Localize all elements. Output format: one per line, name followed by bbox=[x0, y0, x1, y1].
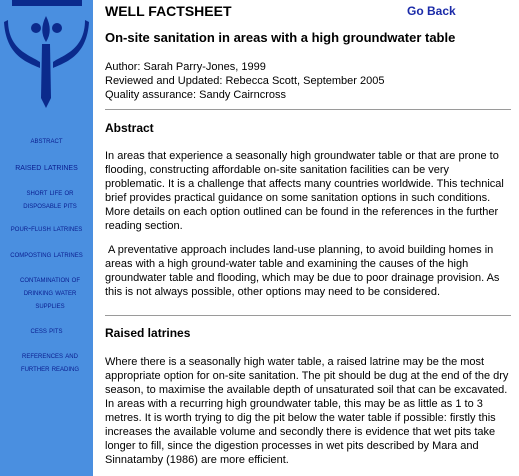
abstract-paragraph-1: In areas that experience a seasonally high groundwater table or that are prone to flooding, constructing affordable on-site sanitation facilities can be very problematic. It is a challenge that affects many countries worldwide. This technical brief provides practical guidance on some sanitation options in such conditions. More details on each option outlined can be found in the references in the further reading section. bbox=[105, 150, 504, 232]
sidebar-item-abstract[interactable]: abstract bbox=[30, 136, 63, 145]
author-line: Author: Sarah Parry-Jones, 1999 bbox=[105, 61, 266, 73]
main-content bbox=[93, 0, 519, 476]
sidebar-item-cess-pits[interactable]: cess pits bbox=[30, 326, 63, 335]
raised-latrines-heading: Raised latrines bbox=[105, 326, 191, 340]
sidebar-item-references[interactable]: references and further reading bbox=[20, 351, 80, 373]
header bbox=[105, 3, 505, 21]
document-title: On-site sanitation in areas with a high groundwater table bbox=[105, 30, 456, 45]
document-meta bbox=[105, 60, 384, 102]
sidebar-item-composting[interactable]: composting latrines bbox=[10, 249, 83, 259]
sidebar-item-contamination[interactable]: contamination of drinking water supplies bbox=[20, 275, 80, 310]
sidebar bbox=[0, 0, 93, 476]
well-logo-icon[interactable] bbox=[0, 0, 93, 110]
qa-line: Quality assurance: Sandy Cairncross bbox=[105, 89, 286, 101]
sidebar-nav bbox=[0, 134, 93, 385]
sidebar-item-short-life-pits[interactable]: short life or disposable pits bbox=[23, 188, 77, 210]
sidebar-item-raised-latrines[interactable]: raised latrines bbox=[15, 162, 78, 173]
reviewed-line: Reviewed and Updated: Rebecca Scott, September 2005 bbox=[105, 75, 385, 87]
abstract-heading: Abstract bbox=[105, 121, 154, 135]
sidebar-item-pour-flush[interactable]: pour-flush latrines bbox=[10, 223, 83, 233]
raised-latrines-paragraph: Where there is a seasonally high water table, a raised latrine may be the most appropriate option for on-site sanitation. The pit should be dug at the end of the dry season, to maximise the available depth of unsaturated soil that can be excavated. In areas with a recurring high groundwater table, this may be as little as 1 to 3 metres. It is worth trying to dig the pit below the water table if possible: firstly this increases the available volume and secondly there is evidence that wet pits take longer to fill, since the digestion processes in wet pits described by Mara and Sinnatamby (1986) are more efficient. bbox=[105, 356, 509, 466]
page-title: WELL FACTSHEET bbox=[105, 3, 232, 19]
divider bbox=[105, 109, 511, 110]
abstract-paragraph-2: A preventative approach includes land-use planning, to avoid building homes in areas with a high ground-water table and examining the causes of the high groundwater table and flooding, which may be due to poor drainage provision. As this is not always possible, other options may need to be considered. bbox=[105, 244, 500, 298]
divider bbox=[105, 315, 511, 316]
go-back-link[interactable]: Go Back bbox=[407, 4, 456, 18]
